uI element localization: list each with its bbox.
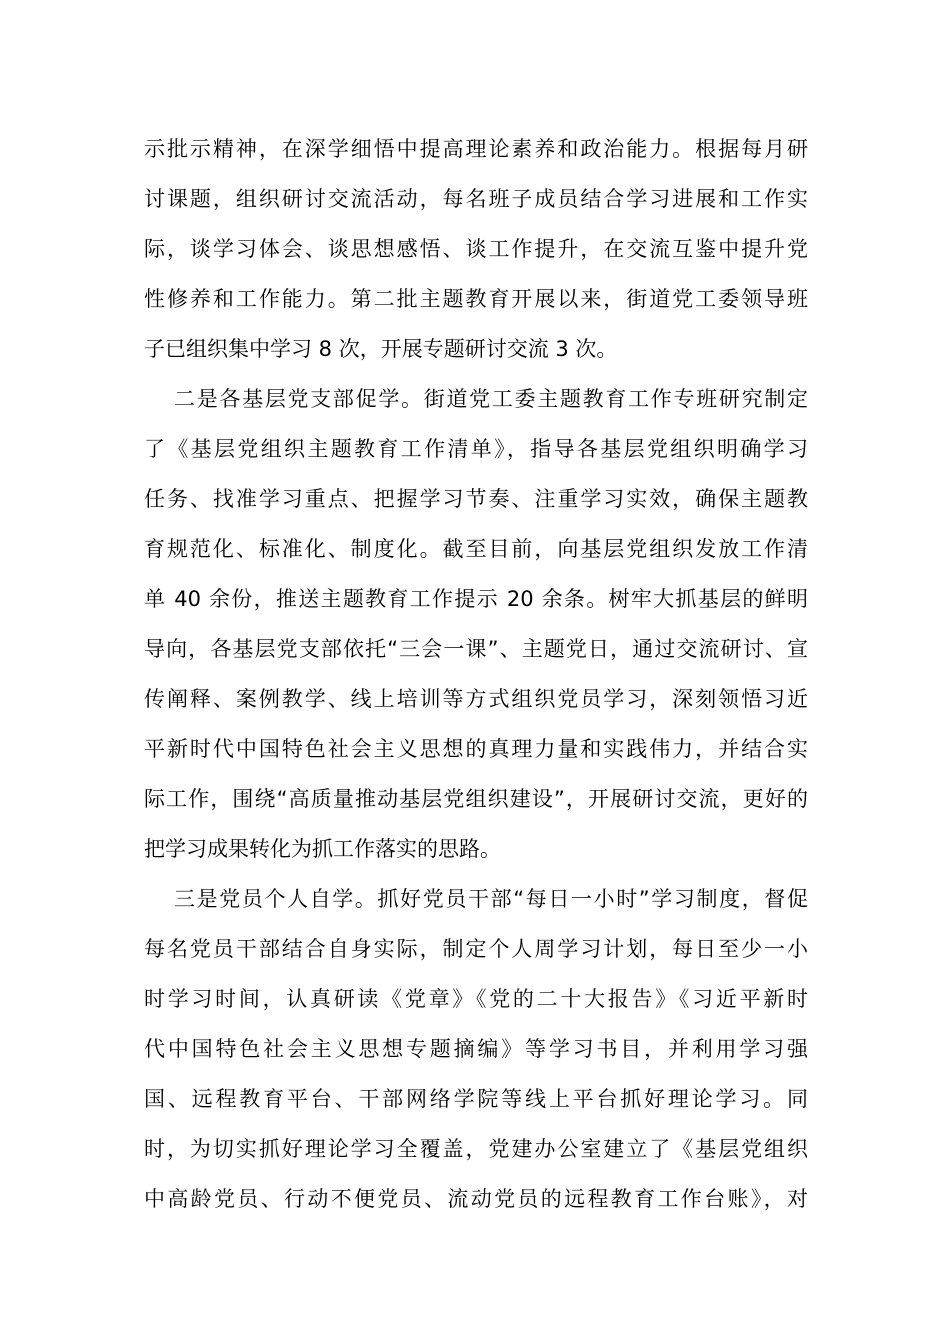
paragraph-line: 每名党员干部结合自身实际，制定个人周学习计划，每日至少一小 — [144, 937, 808, 961]
paragraph-line: 把学习成果转化为抓工作落实的思路。 — [144, 837, 501, 861]
paragraph-line: 时学习时间，认真研读《党章》《党的二十大报告》《习近平新时 — [144, 987, 808, 1011]
paragraph-line: 平新时代中国特色社会主义思想的真理力量和实践伟力，并结合实 — [144, 737, 808, 761]
paragraph-line: 际工作，围绕“高质量推动基层党组织建设”，开展研讨交流，更好的 — [144, 787, 808, 811]
paragraph-line: 育规范化、标准化、制度化。截至目前，向基层党组织发放工作清 — [144, 537, 808, 561]
paragraph-line: 时，为切实抓好理论学习全覆盖，党建办公室建立了《基层党组织 — [144, 1137, 808, 1161]
paragraph-line: 单 40 余份，推送主题教育工作提示 20 余条。树牢大抓基层的鲜明 — [144, 587, 808, 611]
paragraph-line: 三是党员个人自学。抓好党员干部“每日一小时”学习制度，督促 — [174, 887, 808, 911]
paragraph-line: 性修养和工作能力。第二批主题教育开展以来，街道党工委领导班 — [144, 287, 808, 311]
paragraph-line: 中高龄党员、行动不便党员、流动党员的远程教育工作台账》，对 — [144, 1187, 808, 1211]
paragraph-line: 二是各基层党支部促学。街道党工委主题教育工作专班研究制定 — [174, 387, 808, 411]
paragraph-line: 国、远程教育平台、干部网络学院等线上平台抓好理论学习。同 — [144, 1087, 808, 1111]
paragraph-line: 代中国特色社会主义思想专题摘编》等学习书目，并利用学习强 — [144, 1037, 808, 1061]
paragraph-line: 了《基层党组织主题教育工作清单》，指导各基层党组织明确学习 — [144, 437, 808, 461]
paragraph-1 — [144, 124, 808, 374]
paragraph-line: 际，谈学习体会、谈思想感悟、谈工作提升，在交流互鉴中提升党 — [144, 237, 808, 261]
paragraph-line: 子已组织集中学习 8 次，开展专题研讨交流 3 次。 — [144, 337, 618, 361]
paragraph-line: 任务、找准学习重点、把握学习节奏、注重学习实效，确保主题教 — [144, 487, 808, 511]
paragraph-line: 导向，各基层党支部依托“三会一课”、主题党日，通过交流研讨、宣 — [144, 637, 808, 661]
paragraph-2 — [144, 374, 808, 874]
document-body — [144, 124, 808, 1224]
paragraph-3 — [144, 874, 808, 1224]
paragraph-line: 传阐释、案例教学、线上培训等方式组织党员学习，深刻领悟习近 — [144, 687, 808, 711]
paragraph-line: 示批示精神，在深学细悟中提高理论素养和政治能力。根据每月研 — [144, 137, 808, 161]
paragraph-line: 讨课题，组织研讨交流活动，每名班子成员结合学习进展和工作实 — [144, 187, 808, 211]
